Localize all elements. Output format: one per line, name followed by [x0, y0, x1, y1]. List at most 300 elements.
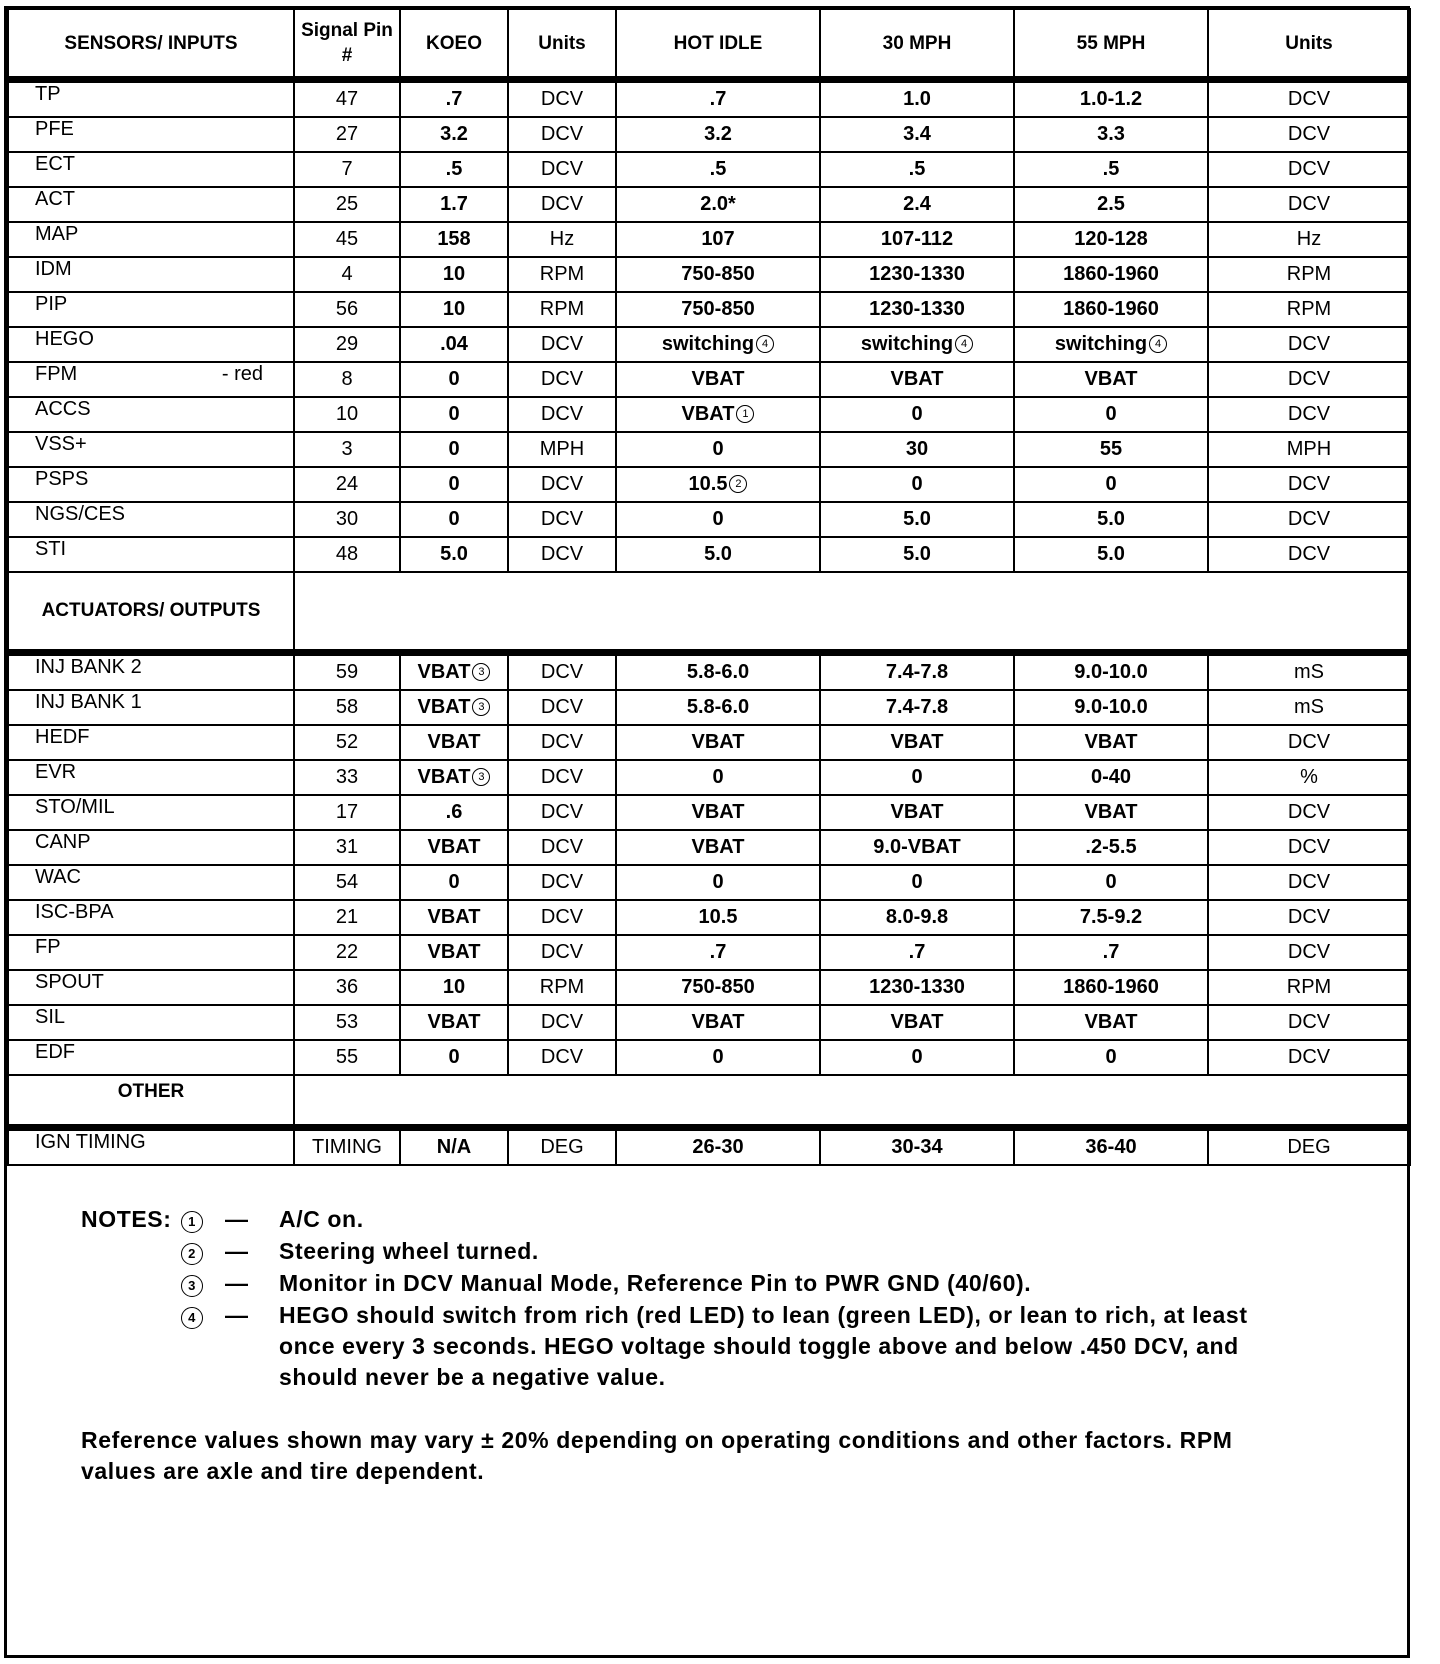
- hot-idle-cell: [616, 362, 820, 397]
- hot-idle-cell-value: VBAT: [691, 836, 745, 858]
- signal-pin-cell-value: 27: [335, 123, 359, 145]
- units-2-cell: [1208, 795, 1410, 830]
- mph55-cell: [1014, 467, 1208, 502]
- mph55-cell: [1014, 432, 1208, 467]
- units-cell: [508, 830, 616, 865]
- col-header-sensors-inputs: SENSORS/ INPUTS: [8, 9, 294, 80]
- mph30-cell: [820, 1128, 1014, 1166]
- signal-pin-cell-value: 52: [335, 731, 359, 753]
- mph30-cell: [820, 502, 1014, 537]
- hot-idle-cell-value: 0: [712, 1046, 724, 1068]
- units-2-cell: [1208, 467, 1410, 502]
- mph55-cell: [1014, 397, 1208, 432]
- mph30-cell-value: 0: [911, 403, 923, 425]
- hot-idle-cell-value: 2.0*: [700, 193, 736, 215]
- mph30-cell: [820, 327, 1014, 362]
- units-2-cell: [1208, 292, 1410, 327]
- row-label-text: SIL: [35, 1006, 66, 1028]
- mph30-cell-value: 30: [905, 438, 929, 460]
- units-2-cell-value: %: [1300, 766, 1318, 788]
- koeo-cell-value: .04: [440, 333, 468, 355]
- mph30-cell-value: 107-112: [880, 228, 954, 250]
- row-label: [8, 690, 294, 725]
- koeo-cell: [400, 222, 508, 257]
- mph30-cell-value: 1230-1330: [869, 263, 965, 285]
- row-label-text: EVR: [35, 761, 77, 783]
- signal-pin-cell-value: 33: [335, 766, 359, 788]
- hot-idle-cell-value: 0: [712, 871, 724, 893]
- signal-pin-cell: [294, 80, 400, 118]
- row-label: [8, 327, 294, 362]
- row-label: [8, 760, 294, 795]
- units-cell-value: MPH: [539, 438, 585, 460]
- note-item: [81, 1236, 1261, 1268]
- mph55-cell: [1014, 362, 1208, 397]
- units-2-cell: [1208, 900, 1410, 935]
- koeo-cell: [400, 432, 508, 467]
- koeo-cell: [400, 152, 508, 187]
- table-row: [8, 725, 1410, 760]
- hot-idle-cell: [616, 830, 820, 865]
- hot-idle-cell: [616, 502, 820, 537]
- signal-pin-cell-value: 56: [335, 298, 359, 320]
- table-row: [8, 1128, 1410, 1166]
- mph55-cell-value: 7.5-9.2: [1079, 906, 1143, 928]
- mph55-cell: [1014, 1128, 1208, 1166]
- note-number-circle: 4: [181, 1307, 203, 1329]
- mph30-cell-value: 0: [911, 473, 923, 495]
- col-header-units: Units: [508, 9, 616, 80]
- units-cell: [508, 537, 616, 572]
- col-header-55-mph: 55 MPH: [1014, 9, 1208, 80]
- note-item: [81, 1204, 1261, 1236]
- table-row: [8, 1040, 1410, 1075]
- mph30-cell: [820, 432, 1014, 467]
- units-cell-value: DCV: [540, 193, 584, 215]
- mph55-cell: [1014, 725, 1208, 760]
- units-cell-value: DCV: [540, 871, 584, 893]
- mph30-cell: [820, 537, 1014, 572]
- row-label-suffix: - red: [221, 363, 263, 385]
- note-dash: —: [225, 1302, 249, 1328]
- hot-idle-cell-value: .5: [709, 158, 727, 180]
- units-2-cell: [1208, 653, 1410, 691]
- units-cell-value: RPM: [539, 298, 585, 320]
- koeo-cell-value: 0: [448, 368, 460, 390]
- table-row: [8, 795, 1410, 830]
- units-2-cell-value: DCV: [1287, 333, 1331, 355]
- units-2-cell: [1208, 537, 1410, 572]
- hot-idle-cell: [616, 935, 820, 970]
- units-cell-value: RPM: [539, 263, 585, 285]
- units-2-cell: [1208, 152, 1410, 187]
- units-2-cell-value: DCV: [1287, 941, 1331, 963]
- row-label: [8, 397, 294, 432]
- units-cell-value: Hz: [549, 228, 575, 250]
- table-row: [8, 865, 1410, 900]
- note-item: [81, 1268, 1261, 1300]
- note-reference-circle: 4: [756, 335, 774, 353]
- row-label: [8, 222, 294, 257]
- units-2-cell-value: DCV: [1287, 1046, 1331, 1068]
- units-cell-value: DCV: [540, 88, 584, 110]
- koeo-cell: [400, 397, 508, 432]
- mph55-cell: [1014, 653, 1208, 691]
- row-label: [8, 865, 294, 900]
- units-cell-value: DCV: [540, 836, 584, 858]
- mph30-cell-value: switching: [860, 333, 954, 355]
- table-row: [8, 397, 1410, 432]
- row-label: [8, 362, 294, 397]
- hot-idle-cell-value: 750-850: [681, 263, 755, 285]
- col-header-hot-idle: HOT IDLE: [616, 9, 820, 80]
- signal-pin-cell: [294, 1040, 400, 1075]
- hot-idle-cell-value: 0: [712, 438, 724, 460]
- table-row: [8, 187, 1410, 222]
- signal-pin-cell-value: 36: [335, 976, 359, 998]
- mph30-cell: [820, 117, 1014, 152]
- mph30-cell-value: 7.4-7.8: [885, 696, 949, 718]
- signal-pin-cell-value: 21: [335, 906, 359, 928]
- koeo-cell: [400, 970, 508, 1005]
- table-header-row: [8, 9, 1410, 80]
- sensor-rows: [8, 80, 1410, 573]
- units-cell: [508, 865, 616, 900]
- units-cell: [508, 80, 616, 118]
- mph55-cell-value: 0: [1105, 473, 1117, 495]
- mph30-cell: [820, 830, 1014, 865]
- note-number-circle: 3: [181, 1275, 203, 1297]
- units-2-cell-value: mS: [1294, 661, 1324, 683]
- hot-idle-cell: [616, 795, 820, 830]
- mph55-cell-value: 1860-1960: [1063, 298, 1159, 320]
- units-2-cell: [1208, 327, 1410, 362]
- table-row: [8, 502, 1410, 537]
- hot-idle-cell: [616, 1040, 820, 1075]
- row-label: [8, 1128, 294, 1166]
- koeo-cell: [400, 900, 508, 935]
- signal-pin-cell-value: 54: [335, 871, 359, 893]
- units-cell-value: DCV: [540, 123, 584, 145]
- units-cell-value: DEG: [540, 1136, 584, 1158]
- row-label-text: CANP: [35, 831, 91, 853]
- koeo-cell: [400, 257, 508, 292]
- units-2-cell-value: RPM: [1286, 263, 1332, 285]
- mph55-cell-value: 0: [1105, 1046, 1117, 1068]
- note-dash: —: [225, 1270, 249, 1296]
- row-label: [8, 467, 294, 502]
- row-label-text: MAP: [35, 223, 79, 245]
- signal-pin-cell: [294, 970, 400, 1005]
- units-cell: [508, 1005, 616, 1040]
- note-reference-circle: 3: [472, 698, 490, 716]
- col-header-units-2: Units: [1208, 9, 1410, 80]
- units-cell-value: DCV: [540, 543, 584, 565]
- units-2-cell: [1208, 935, 1410, 970]
- signal-pin-cell: [294, 935, 400, 970]
- row-label-text: ECT: [35, 153, 75, 175]
- other-section-title: OTHER: [8, 1075, 294, 1128]
- units-cell: [508, 432, 616, 467]
- signal-pin-cell: [294, 725, 400, 760]
- note-text: A/C on.: [279, 1206, 364, 1232]
- signal-pin-cell: [294, 653, 400, 691]
- mph55-cell-value: VBAT: [1084, 801, 1138, 823]
- mph55-cell-value: 120-128: [1074, 228, 1148, 250]
- note-reference-circle: 3: [472, 768, 490, 786]
- units-cell-value: DCV: [540, 333, 584, 355]
- koeo-cell-value: VBAT: [417, 696, 471, 718]
- row-label-text: ACCS: [35, 398, 91, 420]
- row-label: [8, 257, 294, 292]
- mph55-cell-value: .5: [1102, 158, 1120, 180]
- note-number-circle: 1: [181, 1211, 203, 1233]
- mph30-cell-value: 8.0-9.8: [885, 906, 949, 928]
- signal-pin-cell-value: 4: [341, 263, 353, 285]
- mph55-cell-value: 1860-1960: [1063, 263, 1159, 285]
- signal-pin-cell-value: 8: [341, 368, 353, 390]
- koeo-cell: [400, 690, 508, 725]
- note-number-circle: 2: [181, 1243, 203, 1265]
- mph55-cell: [1014, 760, 1208, 795]
- units-cell-value: DCV: [540, 1011, 584, 1033]
- units-2-cell-value: DCV: [1287, 836, 1331, 858]
- row-label-text: INJ BANK 1: [35, 691, 142, 713]
- row-label: [8, 152, 294, 187]
- row-label: [8, 970, 294, 1005]
- mph55-cell-value: switching: [1054, 333, 1148, 355]
- note-item: [81, 1300, 1261, 1393]
- mph55-cell: [1014, 970, 1208, 1005]
- mph30-cell-value: 7.4-7.8: [885, 661, 949, 683]
- mph55-cell-value: 3.3: [1097, 123, 1125, 145]
- mph30-cell-value: VBAT: [890, 368, 944, 390]
- koeo-cell-value: VBAT: [427, 1011, 481, 1033]
- mph30-cell: [820, 1005, 1014, 1040]
- hot-idle-cell: [616, 432, 820, 467]
- hot-idle-cell-value: 5.0: [704, 543, 732, 565]
- units-2-cell: [1208, 1128, 1410, 1166]
- signal-pin-cell: [294, 690, 400, 725]
- note-indent: [81, 1300, 181, 1393]
- row-label-text: SPOUT: [35, 971, 104, 993]
- signal-pin-cell: [294, 117, 400, 152]
- mph30-cell: [820, 397, 1014, 432]
- units-2-cell: [1208, 117, 1410, 152]
- note-indent: [81, 1236, 181, 1268]
- mph30-cell-value: .5: [908, 158, 926, 180]
- note-reference-circle: 2: [729, 475, 747, 493]
- units-cell-value: DCV: [540, 508, 584, 530]
- koeo-cell: [400, 467, 508, 502]
- units-cell-value: DCV: [540, 368, 584, 390]
- units-2-cell: [1208, 760, 1410, 795]
- koeo-cell-value: 0: [448, 438, 460, 460]
- table-row: [8, 152, 1410, 187]
- mph30-cell: [820, 970, 1014, 1005]
- signal-pin-cell: [294, 432, 400, 467]
- mph30-cell-value: VBAT: [890, 731, 944, 753]
- row-label: [8, 80, 294, 118]
- hot-idle-cell-value: 5.8-6.0: [686, 661, 750, 683]
- signal-pin-cell: [294, 1005, 400, 1040]
- hot-idle-cell: [616, 900, 820, 935]
- note-reference-circle: 4: [1149, 335, 1167, 353]
- koeo-cell-value: 0: [448, 473, 460, 495]
- row-label-text: IDM: [35, 258, 72, 280]
- hot-idle-cell-value: 107: [701, 228, 735, 250]
- table-row: [8, 362, 1410, 397]
- row-label-text: STO/MIL: [35, 796, 115, 818]
- mph30-cell: [820, 467, 1014, 502]
- hot-idle-cell: [616, 467, 820, 502]
- units-2-cell: [1208, 502, 1410, 537]
- reference-values-sheet: [4, 6, 1410, 1658]
- table-row: [8, 653, 1410, 691]
- units-cell: [508, 327, 616, 362]
- hot-idle-cell: [616, 152, 820, 187]
- row-label-text: PFE: [35, 118, 74, 140]
- hot-idle-cell: [616, 397, 820, 432]
- hot-idle-cell: [616, 80, 820, 118]
- hot-idle-cell: [616, 187, 820, 222]
- mph55-cell-value: 9.0-10.0: [1074, 661, 1148, 683]
- row-label: [8, 1040, 294, 1075]
- mph55-cell-value: 55: [1099, 438, 1123, 460]
- units-2-cell-value: mS: [1294, 696, 1324, 718]
- koeo-cell-value: 0: [448, 403, 460, 425]
- mph30-cell-value: 0: [911, 871, 923, 893]
- mph30-cell-value: 30-34: [891, 1136, 943, 1158]
- units-cell: [508, 970, 616, 1005]
- koeo-cell-value: VBAT: [427, 906, 481, 928]
- mph55-cell-value: 5.0: [1097, 508, 1125, 530]
- units-2-cell-value: DCV: [1287, 123, 1331, 145]
- row-label-text: PSPS: [35, 468, 89, 490]
- hot-idle-cell-value: VBAT: [691, 1011, 745, 1033]
- koeo-cell: [400, 292, 508, 327]
- mph55-cell: [1014, 900, 1208, 935]
- row-label-text: FP: [35, 936, 61, 958]
- units-cell-value: DCV: [540, 941, 584, 963]
- row-label-text: WAC: [35, 866, 81, 888]
- koeo-cell-value: 158: [437, 228, 471, 250]
- units-cell-value: DCV: [540, 766, 584, 788]
- units-2-cell-value: DCV: [1287, 88, 1331, 110]
- units-cell: [508, 760, 616, 795]
- mph30-cell: [820, 222, 1014, 257]
- signal-pin-cell-value: 53: [335, 1011, 359, 1033]
- mph55-cell-value: 5.0: [1097, 543, 1125, 565]
- hot-idle-cell-value: 0: [712, 508, 724, 530]
- mph30-cell-value: 0: [911, 1046, 923, 1068]
- koeo-cell-value: .5: [445, 158, 463, 180]
- table-row: [8, 1005, 1410, 1040]
- mph30-cell: [820, 292, 1014, 327]
- table-row: [8, 80, 1410, 118]
- row-label: [8, 292, 294, 327]
- hot-idle-cell-value: 750-850: [681, 298, 755, 320]
- mph30-cell: [820, 935, 1014, 970]
- koeo-cell-value: 0: [448, 1046, 460, 1068]
- units-2-cell-value: DCV: [1287, 403, 1331, 425]
- hot-idle-cell: [616, 653, 820, 691]
- mph30-cell: [820, 362, 1014, 397]
- koeo-cell-value: VBAT: [427, 836, 481, 858]
- hot-idle-cell-value: VBAT: [681, 403, 735, 425]
- hot-idle-cell: [616, 222, 820, 257]
- row-label-text: ACT: [35, 188, 75, 210]
- signal-pin-cell: [294, 257, 400, 292]
- mph55-cell: [1014, 502, 1208, 537]
- koeo-cell: [400, 327, 508, 362]
- mph30-cell-value: .7: [908, 941, 926, 963]
- row-label: [8, 432, 294, 467]
- note-marker: [181, 1204, 225, 1236]
- units-cell: [508, 292, 616, 327]
- signal-pin-cell-value: 25: [335, 193, 359, 215]
- units-cell: [508, 467, 616, 502]
- signal-pin-cell-value: 3: [341, 438, 353, 460]
- signal-pin-cell-value: 29: [335, 333, 359, 355]
- mph55-cell: [1014, 690, 1208, 725]
- signal-pin-cell-value: 7: [341, 158, 353, 180]
- table-row: [8, 117, 1410, 152]
- koeo-cell: [400, 187, 508, 222]
- units-cell-value: DCV: [540, 1046, 584, 1068]
- hot-idle-cell: [616, 760, 820, 795]
- signal-pin-cell-value: 58: [335, 696, 359, 718]
- signal-pin-cell-value: 17: [335, 801, 359, 823]
- units-2-cell: [1208, 397, 1410, 432]
- signal-pin-cell: [294, 865, 400, 900]
- units-cell-value: DCV: [540, 906, 584, 928]
- col-header-30-mph: 30 MPH: [820, 9, 1014, 80]
- hot-idle-cell: [616, 1005, 820, 1040]
- mph55-cell-value: VBAT: [1084, 1011, 1138, 1033]
- mph55-cell: [1014, 935, 1208, 970]
- koeo-cell-value: 10: [442, 976, 466, 998]
- units-cell: [508, 257, 616, 292]
- units-cell: [508, 222, 616, 257]
- note-marker: [181, 1268, 225, 1300]
- units-2-cell-value: DCV: [1287, 1011, 1331, 1033]
- mph30-cell: [820, 1040, 1014, 1075]
- table-row: [8, 292, 1410, 327]
- signal-pin-cell: [294, 362, 400, 397]
- hot-idle-cell: [616, 117, 820, 152]
- units-cell-value: DCV: [540, 661, 584, 683]
- row-label: [8, 830, 294, 865]
- signal-pin-cell-value: 10: [335, 403, 359, 425]
- row-label-text: HEDF: [35, 726, 90, 748]
- hot-idle-cell: [616, 865, 820, 900]
- units-cell-value: DCV: [540, 158, 584, 180]
- signal-pin-cell-value: 48: [335, 543, 359, 565]
- notes-label: NOTES:: [81, 1206, 172, 1232]
- note-reference-circle: 4: [955, 335, 973, 353]
- hot-idle-cell-value: VBAT: [691, 801, 745, 823]
- signal-pin-cell: [294, 760, 400, 795]
- koeo-cell: [400, 795, 508, 830]
- mph55-cell: [1014, 327, 1208, 362]
- units-cell: [508, 187, 616, 222]
- note-marker: [181, 1236, 225, 1268]
- mph30-cell: [820, 795, 1014, 830]
- signal-pin-cell-value: 22: [335, 941, 359, 963]
- row-label: [8, 537, 294, 572]
- mph55-cell-value: 0: [1105, 871, 1117, 893]
